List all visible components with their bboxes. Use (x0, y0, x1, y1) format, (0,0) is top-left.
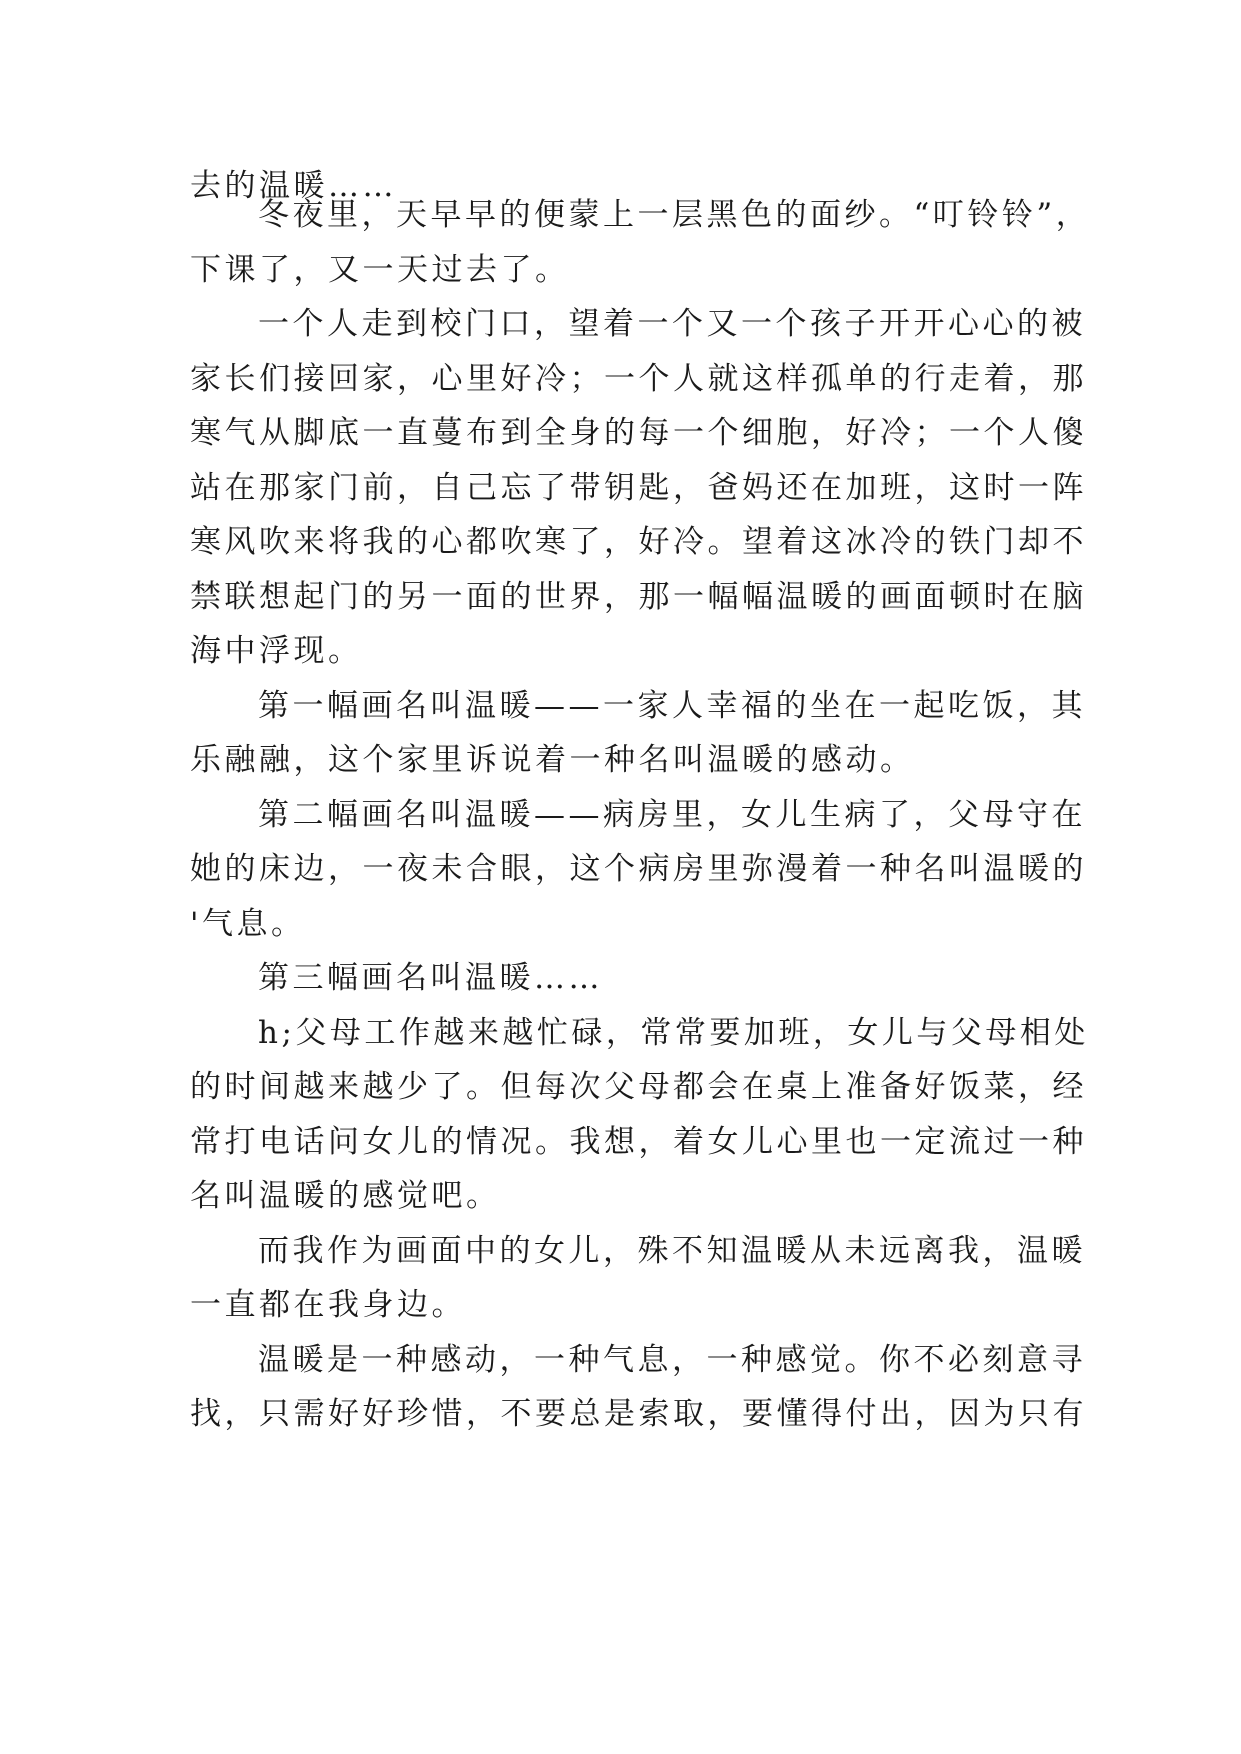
text-line: 常打电话问女儿的情况。我想，着女儿心里也一定流过一种 (190, 1124, 1087, 1160)
text-line: 站在那家门前，自己忘了带钥匙，爸妈还在加班，这时一阵 (190, 470, 1087, 506)
text-line: 海中浮现。 (190, 633, 363, 669)
text-line: 一个人走到校门口，望着一个又一个孩子开开心心的被 (258, 306, 1086, 342)
text-line: 找，只需好好珍惜，不要总是索取，要懂得付出，因为只有 (190, 1396, 1087, 1432)
text-line: 第二幅画名叫温暖——病房里，女儿生病了，父母守在 (258, 797, 1086, 833)
text-line: 一直都在我身边。 (190, 1287, 466, 1323)
text-line: 温暖是一种感动，一种气息，一种感觉。你不必刻意寻 (258, 1342, 1086, 1378)
text-line: 乐融融，这个家里诉说着一种名叫温暖的感动。 (190, 742, 915, 778)
text-line: 寒风吹来将我的心都吹寒了，好冷。望着这冰冷的铁门却不 (190, 524, 1087, 560)
text-line: 名叫温暖的感觉吧。 (190, 1178, 501, 1214)
text-line: 的时间越来越少了。但每次父母都会在桌上准备好饭菜，经 (190, 1069, 1087, 1105)
text-line: '气息。 (190, 906, 306, 942)
text-line: 第三幅画名叫温暖…… (258, 960, 603, 996)
text-line: 家长们接回家，心里好冷；一个人就这样孤单的行走着，那 (190, 361, 1087, 397)
text-line: 她的床边，一夜未合眼，这个病房里弥漫着一种名叫温暖的 (190, 851, 1087, 887)
text-line: 而我作为画面中的女儿，殊不知温暖从未远离我，温暖 (258, 1233, 1086, 1269)
text-line: 下课了，又一天过去了。 (190, 252, 570, 288)
text-line: 冬夜里，天早早的便蒙上一层黑色的面纱。“叮铃铃”， (258, 197, 1091, 233)
text-line: 寒气从脚底一直蔓布到全身的每一个细胞，好冷；一个人傻 (190, 415, 1087, 451)
text-line: h;父母工作越来越忙碌，常常要加班，女儿与父母相处 (258, 1015, 1089, 1051)
text-line: 去的温暖…… (190, 168, 397, 204)
text-line: 禁联想起门的另一面的世界，那一幅幅温暖的画面顿时在脑 (190, 579, 1087, 615)
text-line: 第一幅画名叫温暖——一家人幸福的坐在一起吃饭，其 (258, 688, 1086, 724)
